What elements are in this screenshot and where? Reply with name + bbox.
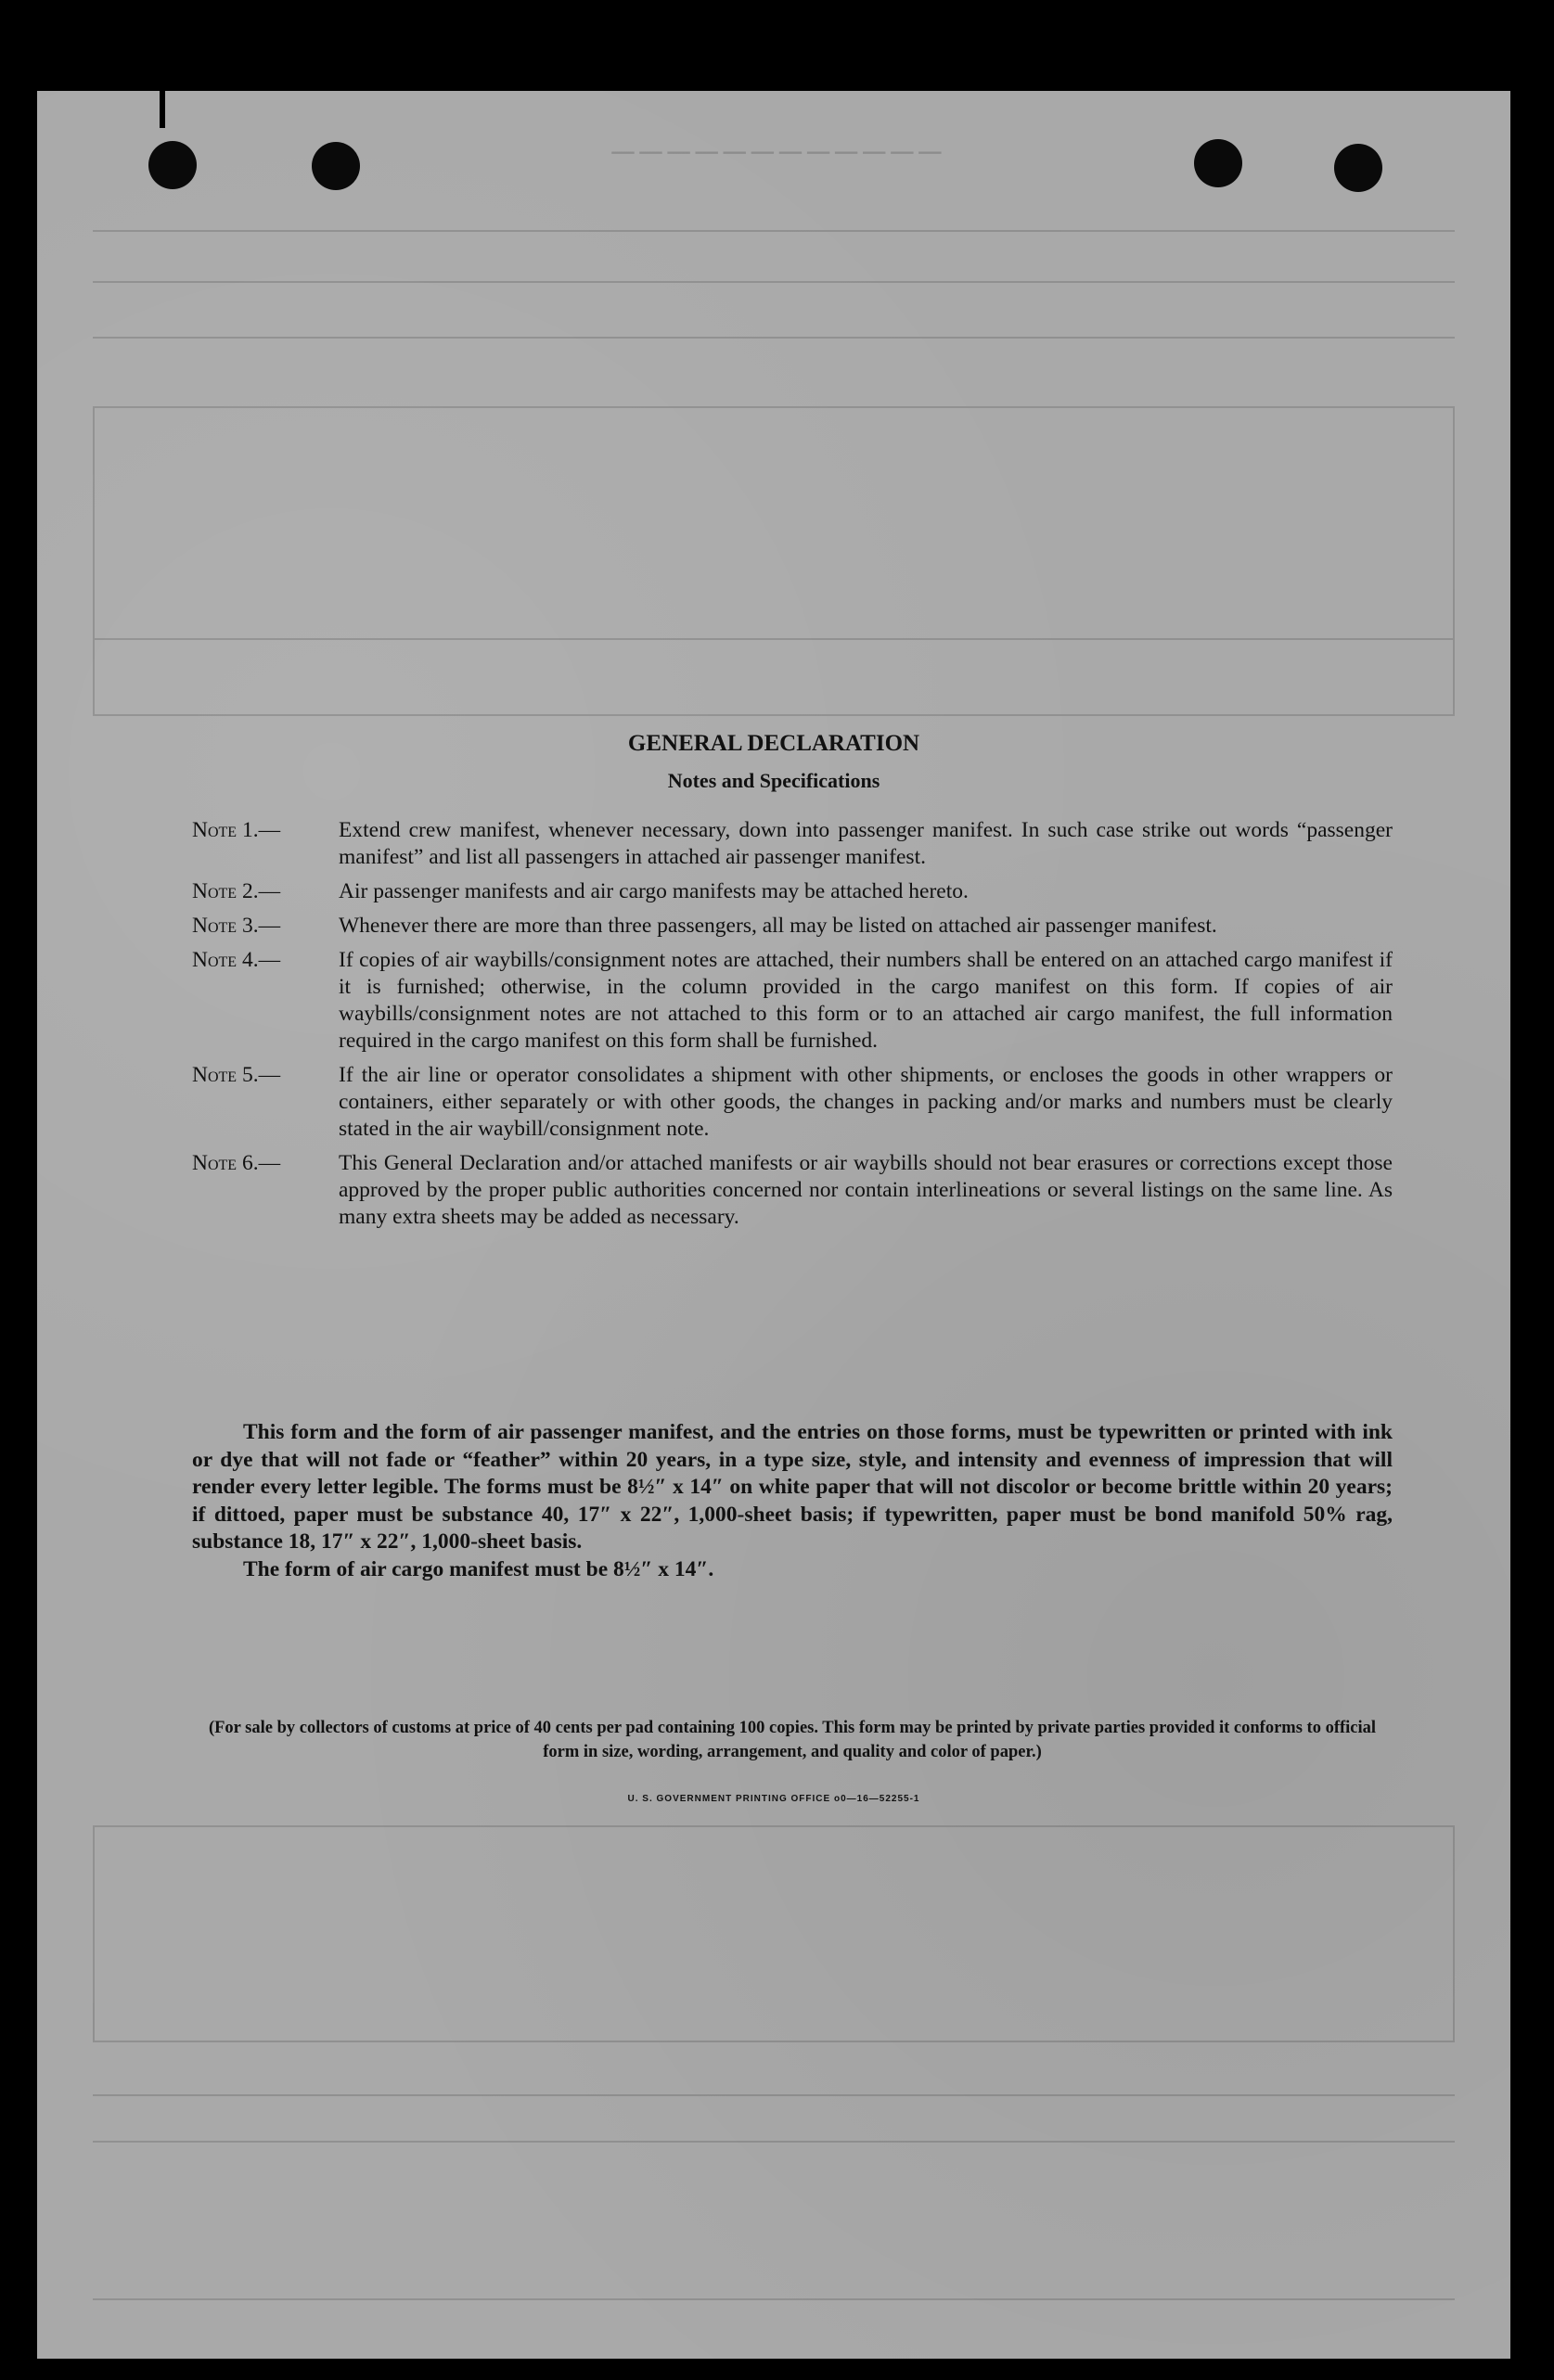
sale-notice: (For sale by collectors of customs at price of 40 cents per pad containing 100 copies. This form may be printed by private parties provided it conforms to official form in size, wording, arrangement, and quality and color of paper.) (208, 1719, 1377, 1761)
note-text: Whenever there are more than three passengers, all may be listed on attached air passenger manifest. (339, 914, 1217, 938)
notes-list (192, 817, 1393, 1238)
note-text: This General Declaration and/or attached manifests or air waybills should not bear erasures or corrections except those approved by the proper public authorities concerned nor contain interlineations or several listings on the same line. As many extra sheets may be added as necessary. (339, 1151, 1393, 1229)
ghost-line (93, 2141, 1455, 2143)
page-title: GENERAL DECLARATION (627, 731, 920, 756)
ghost-line (93, 2094, 1455, 2096)
ghost-heading: ──────────── (606, 135, 942, 170)
note-item (192, 878, 1393, 905)
form-specifications (192, 1419, 1393, 1583)
ghost-line (93, 638, 1455, 640)
note-text: Air passenger manifests and air cargo manifests may be attached hereto. (339, 879, 969, 903)
ghost-table (93, 406, 1455, 716)
note-text: Extend crew manifest, whenever necessary, down into passenger manifest. In such case strike out words “passenger manifest” and list all passengers in attached air passenger manifest. (339, 818, 1393, 869)
cargo-manifest-size-line: The form of air cargo manifest must be 8½″ x 14″. (243, 1556, 714, 1581)
document-page (37, 91, 1510, 2359)
page-subtitle: Notes and Specifications (667, 769, 880, 792)
note-label: Note 6.— (192, 1151, 281, 1175)
note-label: Note 4.— (192, 948, 281, 972)
punch-hole (1194, 139, 1242, 187)
note-item (192, 817, 1393, 871)
ghost-line (93, 281, 1455, 283)
tear-mark (160, 91, 165, 128)
note-item (192, 947, 1393, 1055)
note-item (192, 1062, 1393, 1143)
note-item (192, 913, 1393, 940)
note-text: If the air line or operator consolidates a shipment with other shipments, or encloses the goods in other wrappers or containers, either separately or with other goods, the changes in packing and/or marks and numbers must be clearly stated in the air waybill/consignment note. (339, 1063, 1393, 1141)
ghost-line (93, 337, 1455, 339)
note-label: Note 5.— (192, 1063, 281, 1087)
punch-hole (148, 141, 197, 189)
ghost-line (93, 230, 1455, 232)
printing-office-imprint: U. S. GOVERNMENT PRINTING OFFICE o0—16—52255-1 (627, 1794, 920, 1804)
ghost-table (93, 1825, 1455, 2042)
specification-paragraph: This form and the form of air passenger manifest, and the entries on those forms, must be typewritten or printed with ink or dye that will not fade or “feather” within 20 years, in a type size, style, and intensity and evenness of impression that will render every letter legible. The forms must be 8½″ x 14″ on white paper that will not discolor or become brittle within 20 years; if dittoed, paper must be substance 40, 17″ x 22″, 1,000-sheet basis; if typewritten, paper must be bond manifold 50% rag, substance 18, 17″ x 22″, 1,000-sheet basis. (192, 1420, 1393, 1554)
note-text: If copies of air waybills/consignment notes are attached, their numbers shall be entered on an attached cargo manifest if it is furnished; otherwise, in the column provided in the cargo manifest on this form. If copies of air waybills/consignment notes are not attached to this form or to an attached air cargo manifest, the full information required in the cargo manifest on this form shall be furnished. (339, 948, 1393, 1053)
note-label: Note 2.— (192, 879, 281, 903)
ghost-line (93, 2298, 1455, 2300)
punch-hole (312, 142, 360, 190)
note-label: Note 1.— (192, 818, 281, 842)
punch-hole (1334, 144, 1382, 192)
note-label: Note 3.— (192, 914, 281, 938)
note-item (192, 1150, 1393, 1231)
